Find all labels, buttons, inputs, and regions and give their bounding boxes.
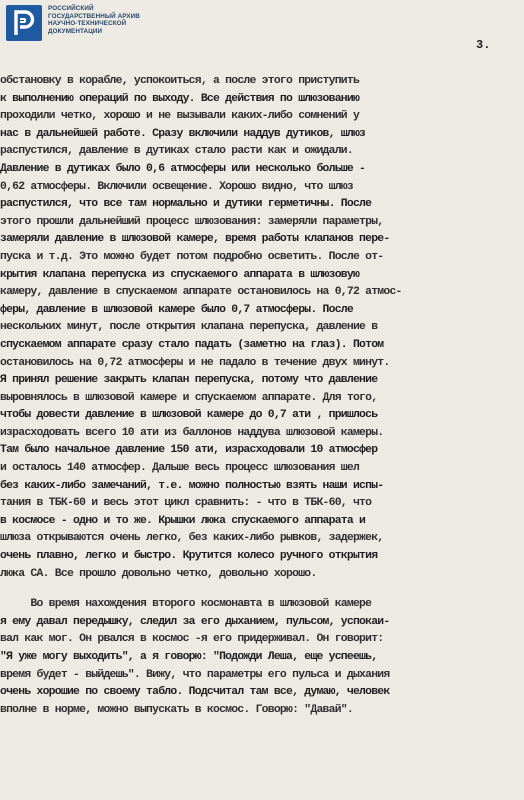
text-line: нас в дальнейшей работе. Сразу включили наддув дутиков, шлюз [0, 127, 366, 140]
text-line: очень плавно, легко и быстро. Крутится колесо ручного открытия [0, 550, 378, 563]
text-line: и осталось 140 атмосфер. Дальше весь процесс шлюзования шел [0, 462, 360, 475]
text-line: время будет - выйдешь". Вижу, что параметры его пульса и дыхания [0, 668, 390, 681]
text-line: обстановку в корабле, успокоиться, а после этого приступить [0, 75, 360, 87]
document-body [0, 73, 524, 719]
text-line: Я принял решение закрыть клапан перепуска, потому что давление [0, 374, 378, 387]
text-line: замеряли давление в шлюзовой камере, время работы клапанов пере- [0, 233, 390, 246]
archive-emblem-icon [6, 5, 42, 41]
text-line: распустился, что все там нормально и дутики герметичны. После [0, 198, 372, 211]
archive-logo [6, 5, 168, 41]
text-line: Давление в дутиках было 0,6 атмосферы или несколько больше - [0, 162, 366, 175]
text-line: тания в ТБК-60 и весь этот цикл сравнить: - что в ТБК-60, что [0, 497, 372, 510]
text-line: пуска и т.д. Это можно будет потом подробно осветить. После от- [0, 250, 384, 263]
text-line: чтобы довести давление в шлюзовой камере до 0,7 ати , пришлось [0, 409, 378, 422]
text-line: проходили четко, хорошо и не вызывали каких-либо сомнений у [0, 110, 360, 123]
text-line: спускаемом аппарате сразу стало падать (заметно на глаз). Потом [0, 338, 384, 351]
text-line: я ему давал передышку, следил за его дыханием, пульсом, успокаи- [0, 615, 390, 628]
archive-name-line: ДОКУМЕНТАЦИИ [48, 27, 103, 35]
archive-name-line: РОССИЙСКИЙ [48, 5, 94, 12]
text-line: вполне в норме, можно выпускать в космос. Говорю: "Давай". [0, 703, 353, 716]
text-line: остановилось на 0,72 атмосферы и не падало в течение двух минут. [0, 356, 390, 369]
text-line: вал как мог. Он рвался в космос -я его придерживал. Он говорит: [0, 633, 384, 646]
text-line: без каких-либо замечаний, т.е. можно полностью взять наши испы- [0, 479, 384, 492]
text-line: в космосе - одно и то же. Крышки люка спускаемого аппарата и [0, 514, 366, 527]
text-line: нескольких минут, после открытия клапана перепуска, давление в [0, 321, 378, 334]
text-line: феры, давление в шлюзовой камере было 0,7 атмосферы. После [0, 303, 353, 316]
emblem-glyph [11, 9, 37, 37]
archive-name-line: НАУЧНО-ТЕХНИЧЕСКОЙ [48, 20, 127, 28]
text-line: этого прошли дальнейший процесс шлюзования: замеряли параметры, [0, 215, 384, 228]
text-line: Там было начальное давление 150 ати, израсходовали 10 атмосфер [0, 444, 378, 457]
text-line: израсходовать всего 10 ати из баллонов наддува шлюзовой камеры. [0, 426, 384, 439]
text-line: шлюза открываются очень легко, без каких-либо рывков, задержек, [0, 532, 384, 545]
paragraph-gap [0, 583, 524, 596]
text-line: к выполнению операций по выходу. Все действия по шлюзованию [0, 92, 360, 105]
text-line: "Я уже могу выходить", а я говорю: "Подожди Леша, еще успеешь, [0, 651, 378, 663]
text-line: Во время нахождения второго космонавта в шлюзовой камере [0, 598, 372, 611]
text-line: 0,62 атмосферы. Включили освещение. Хорошо видно, что шлюз [0, 180, 353, 193]
text-line: очень хорошие по своему табло. Подсчитал там все, думаю, человек [0, 686, 390, 699]
text-line: распустился, давление в дутиках стало расти как и ожидали. [0, 145, 353, 158]
archive-name [48, 5, 168, 35]
archive-name-line: ГОСУДАРСТВЕННЫЙ АРХИВ [48, 12, 140, 20]
text-line: камеру, давление в спускаемом аппарате остановилось на 0,72 атмос- [0, 286, 402, 299]
text-line: крытия клапана перепуска из спускаемого аппарата в шлюзовую [0, 268, 360, 281]
text-line: выровнялось в шлюзовой камере и спускаемом аппарате. Для того, [0, 391, 378, 404]
page-number: 3. [476, 38, 491, 52]
text-line: люка СА. Все прошло довольно четко, довольно хорошо. [0, 567, 317, 580]
